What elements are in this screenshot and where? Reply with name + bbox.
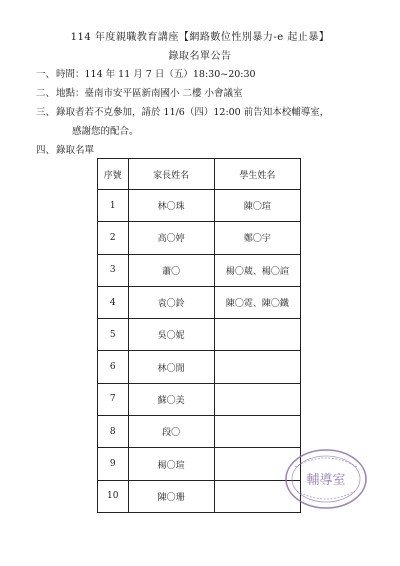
table-row [98,190,301,222]
item-location [36,85,243,99]
table-row [98,480,301,512]
cell-parent-name: 林〇珠 [128,190,214,222]
cell-student-name [214,416,300,448]
table-row [98,319,301,351]
cell-parent-name: 蘇〇美 [128,383,214,415]
item-text: 錄取者若不克參加，請於 11/6（四）12:00 前告知本校輔導室， [56,107,330,118]
cell-parent-name: 蕭〇 [128,254,214,286]
cell-student-name: 楊〇葳、楊〇諠 [214,254,300,286]
cell-parent-name: 楊〇瑄 [128,448,214,480]
table-row [98,222,301,254]
item-text: 錄取名單 [56,145,95,156]
cell-student-name [214,319,300,351]
cell-number: 2 [98,222,129,254]
cell-number: 10 [98,480,129,512]
table-row [98,416,301,448]
table-header-row [98,159,301,190]
cell-parent-name: 袁〇鈴 [128,286,214,318]
roster-body [98,190,301,513]
table-row [98,351,301,383]
cell-student-name: 陳〇霓、陳〇鐵 [214,286,300,318]
cell-parent-name: 陳〇珊 [128,480,214,512]
cell-student-name: 陳〇瑄 [214,190,300,222]
cell-number: 8 [98,416,129,448]
header-parent-name: 家長姓名 [128,159,214,190]
item-number: 二、 [36,88,56,99]
item-roster-heading [36,142,94,156]
cell-number: 4 [98,286,129,318]
cell-student-name [214,351,300,383]
cell-parent-name: 高〇婷 [128,222,214,254]
header-number: 序號 [98,159,129,190]
cell-student-name [214,383,300,415]
cell-parent-name: 吳〇妮 [128,319,214,351]
cell-number: 3 [98,254,129,286]
table-row [98,286,301,318]
item-number: 四、 [36,145,56,156]
item-number: 三、 [36,107,56,118]
table-row [98,448,301,480]
item-notice [36,104,329,118]
stamp-text: 輔導室 [306,473,346,488]
cell-number: 9 [98,448,129,480]
cell-number: 7 [98,383,129,415]
cell-parent-name: 林〇閒 [128,351,214,383]
table-row [98,383,301,415]
roster-table [97,158,301,513]
document-title: 114 年度親職教育講座【網路數位性別暴力-e 起止暴】 [70,32,330,43]
item-number: 一、 [36,69,56,80]
header-student-name: 學生姓名 [214,159,300,190]
item-notice-continuation: 感謝您的配合。 [72,126,139,137]
cell-number: 6 [98,351,129,383]
table-row [98,254,301,286]
item-text: 時間：114 年 11 月 7 日（五）18:30~20:30 [56,69,256,80]
cell-number: 1 [98,190,129,222]
item-text: 地點：臺南市安平區新南國小 二樓 小會議室 [56,88,243,99]
document-subtitle: 錄取名單公告 [168,51,232,62]
cell-number: 5 [98,319,129,351]
item-time [36,66,256,80]
cell-parent-name: 段〇 [128,416,214,448]
cell-student-name: 鄭〇宇 [214,222,300,254]
school-seal-stamp [283,447,369,511]
